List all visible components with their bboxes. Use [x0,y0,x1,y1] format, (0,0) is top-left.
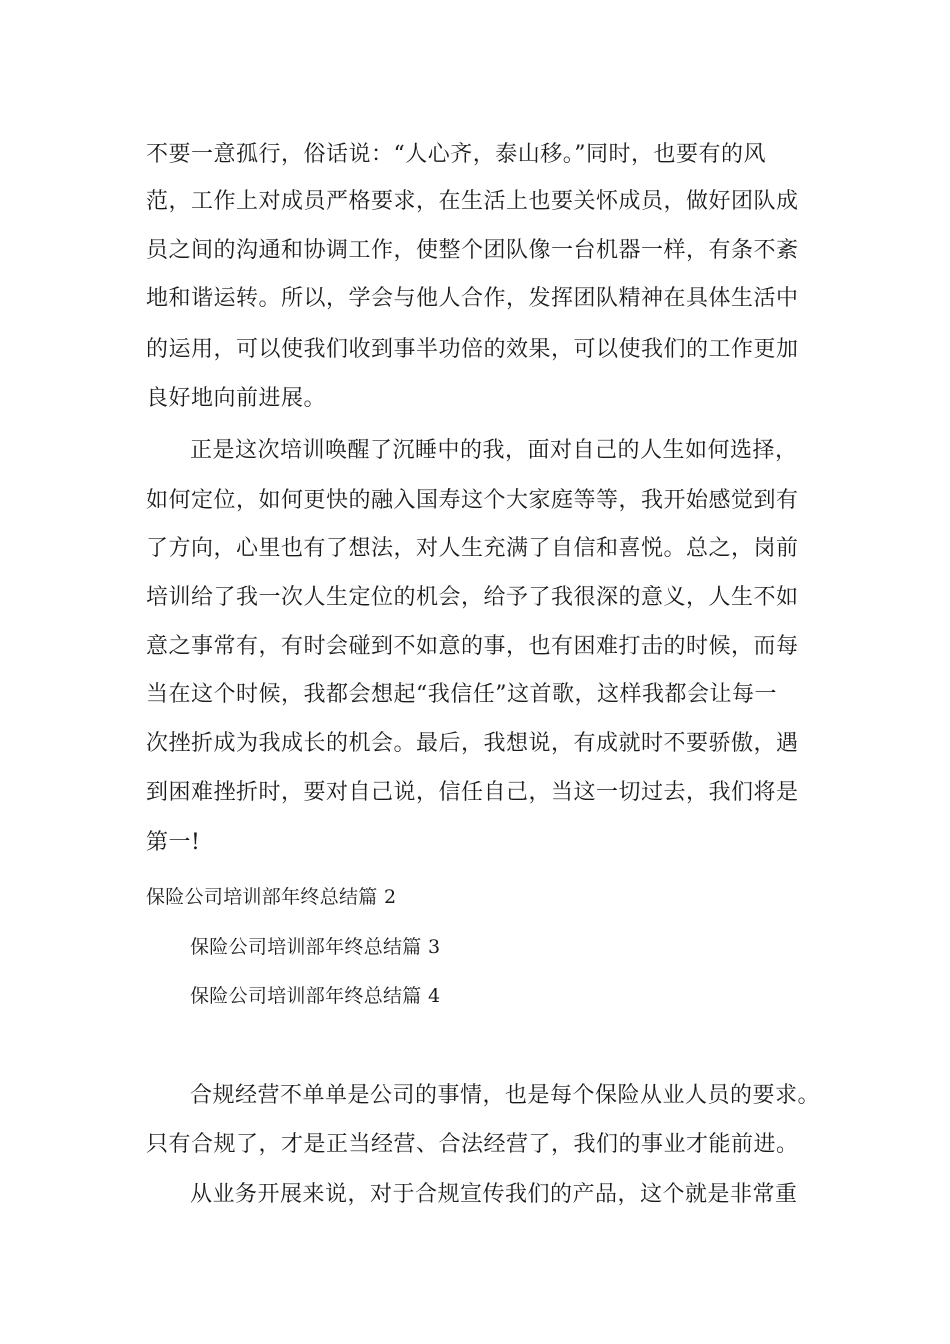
section-heading: 保险公司培训部年终总结篇 4 [190,985,441,1007]
paragraph-line: 员之间的沟通和协调工作，使整个团队像一台机器一样，有条不紊 [146,238,799,263]
paragraph-line: 意之事常有，有时会碰到不如意的事，也有困难打击的时候，而每 [146,634,799,659]
paragraph-line: 合规经营不单单是公司的事情，也是每个保险从业人员的要求。 [190,1083,821,1108]
paragraph-line: 范，工作上对成员严格要求，在生活上也要关怀成员，做好团队成 [146,189,799,214]
paragraph-line: 只有合规了，才是正当经营、合法经营了，我们的事业才能前进。 [146,1132,799,1157]
paragraph-line: 培训给了我一次人生定位的机会，给予了我很深的意义，人生不如 [146,585,799,610]
paragraph-line: 次挫折成为我成长的机会。最后，我想说，有成就时不要骄傲，遇 [146,731,799,756]
paragraph-line: 从业务开展来说，对于合规宣传我们的产品，这个就是非常重 [190,1182,798,1207]
paragraph-line: 良好地向前进展。 [146,386,327,411]
paragraph-line: 不要一意孤行，俗话说：“人心齐，泰山移。”同时，也要有的风 [146,142,766,167]
section-heading: 保险公司培训部年终总结篇 2 [146,886,397,908]
paragraph-line: 的运用，可以使我们收到事半功倍的效果，可以使我们的工作更加 [146,337,799,362]
section-heading: 保险公司培训部年终总结篇 3 [190,936,441,958]
paragraph-line: 到困难挫折时，要对自己说，信任自己，当这一切过去，我们将是 [146,780,799,805]
paragraph-line: 地和谐运转。所以，学会与他人合作，发挥团队精神在具体生活中 [146,286,799,311]
paragraph-line: 如何定位，如何更快的融入国寿这个大家庭等等，我开始感觉到有 [146,488,799,513]
paragraph-line: 当在这个时候，我都会想起“我信任”这首歌，这样我都会让每一 [146,682,777,707]
paragraph-line: 正是这次培训唤醒了沉睡中的我，面对自己的人生如何选择， [190,438,798,463]
paragraph-line: 第一! [146,830,201,855]
paragraph-line: 了方向，心里也有了想法，对人生充满了自信和喜悦。总之，岗前 [146,536,799,561]
